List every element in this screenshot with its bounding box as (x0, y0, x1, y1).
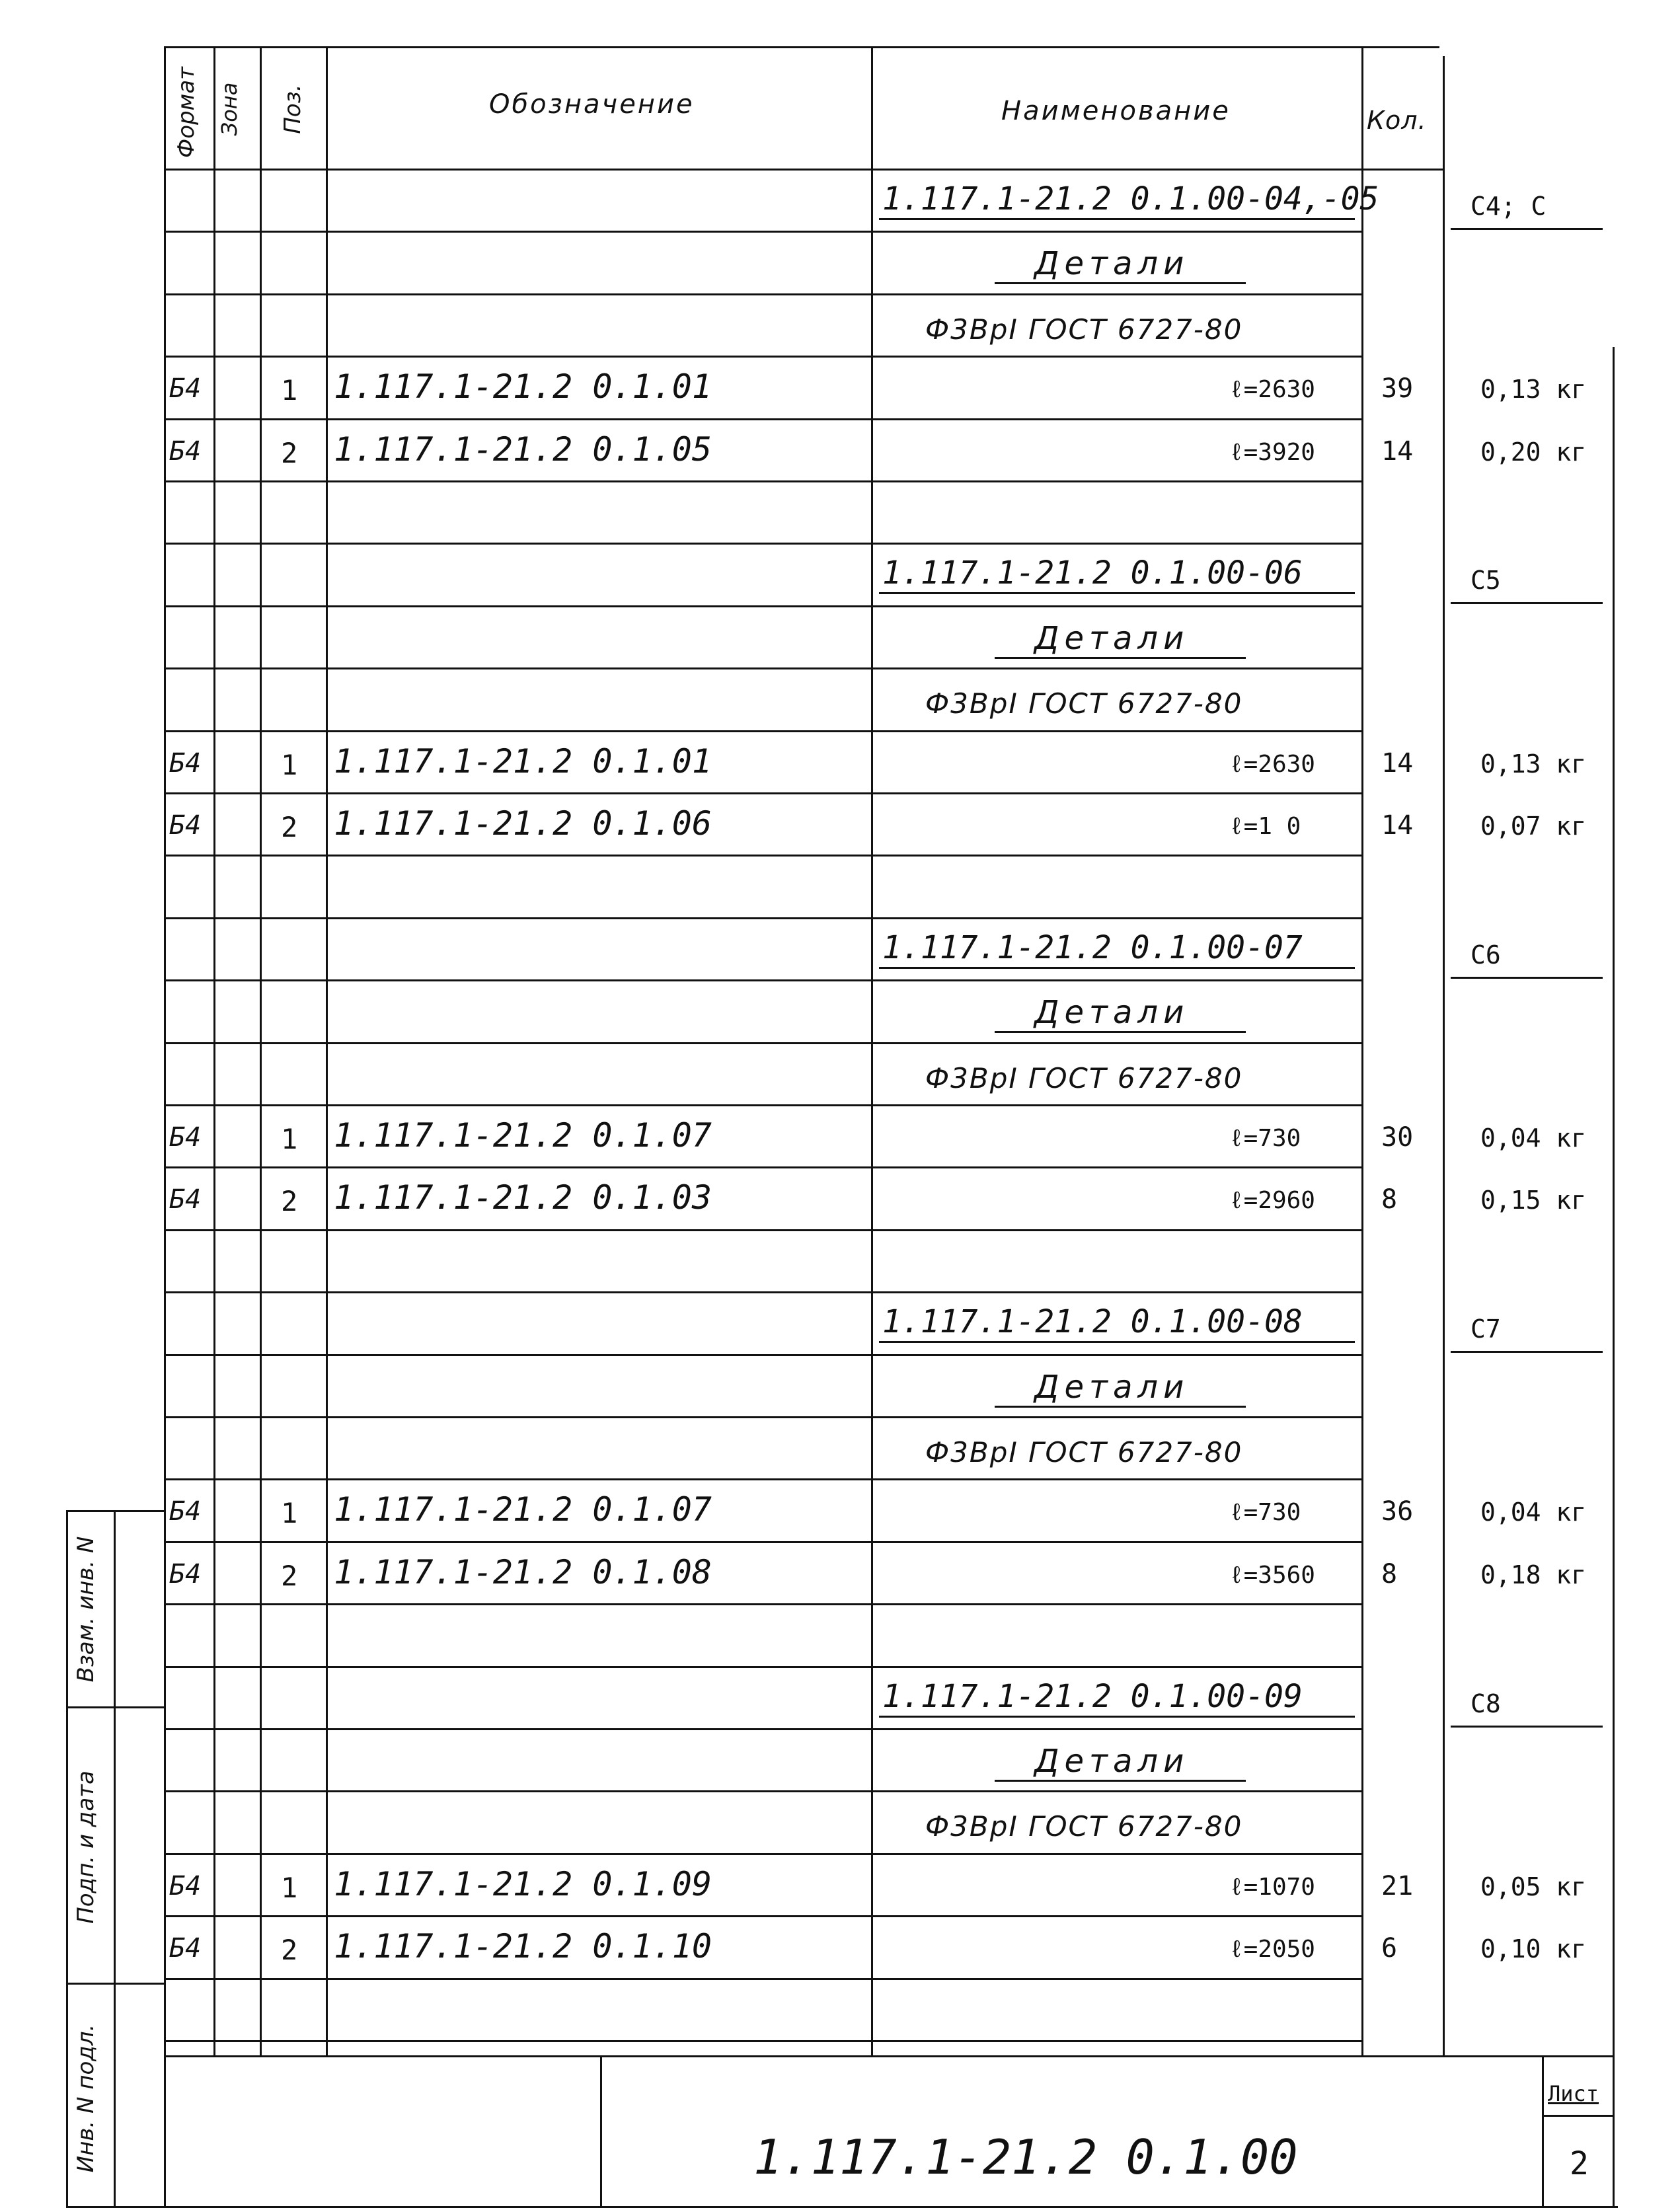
row-line (164, 1603, 1363, 1605)
item-format: Б4 (169, 1122, 202, 1153)
section-title-underline (879, 1341, 1355, 1343)
doc-code: 1.117.1-21.2 0.1.00 (753, 2129, 1298, 2185)
row-line (164, 1978, 1363, 1980)
item-position: 2 (281, 1560, 298, 1592)
item-designation: 1.117.1-21.2 0.1.01 (334, 367, 712, 406)
section-note: С5 (1470, 566, 1501, 595)
row-line (164, 418, 1363, 420)
details-heading: Детали (1034, 1743, 1190, 1780)
item-designation: 1.117.1-21.2 0.1.09 (334, 1865, 712, 1903)
row-line (164, 543, 1363, 545)
header-name: Наименование (1001, 96, 1231, 126)
item-designation: 1.117.1-21.2 0.1.08 (334, 1553, 712, 1591)
row-line (164, 480, 1363, 482)
item-format: Б4 (169, 1871, 202, 1901)
item-designation: 1.117.1-21.2 0.1.07 (334, 1116, 712, 1155)
row-line (164, 1354, 1363, 1356)
stamp-line-2 (66, 1983, 165, 1985)
item-mass: 0,15 кг (1480, 1186, 1587, 1215)
item-quantity: 8 (1381, 1184, 1398, 1215)
item-length: ℓ=730 (1229, 1499, 1301, 1526)
item-mass: 0,10 кг (1480, 1934, 1587, 1963)
row-line (164, 231, 1363, 233)
section-title: 1.117.1-21.2 0.1.00-08 (882, 1303, 1303, 1340)
item-mass: 0,13 кг (1480, 749, 1587, 779)
row-line (164, 979, 1363, 981)
item-quantity: 14 (1381, 748, 1414, 779)
row-line (164, 1104, 1363, 1106)
item-length: ℓ=3560 (1229, 1562, 1315, 1589)
row-line (164, 1541, 1363, 1543)
title-block-top (164, 2055, 1615, 2057)
row-line (164, 1790, 1363, 1792)
section-title-underline (879, 967, 1355, 969)
row-line (164, 855, 1363, 857)
row-line (164, 1728, 1363, 1730)
col-line-zone (260, 46, 262, 2055)
item-position: 1 (281, 749, 298, 781)
details-underline (995, 1780, 1246, 1782)
row-line (164, 605, 1363, 607)
row-line (164, 1229, 1363, 1231)
material-spec: Ф3ВрI ГОСТ 6727-80 (925, 1062, 1243, 1094)
row-line (164, 1915, 1363, 1917)
section-title: 1.117.1-21.2 0.1.00-04,-05 (882, 180, 1379, 217)
item-length: ℓ=2630 (1229, 376, 1315, 403)
item-quantity: 30 (1381, 1122, 1414, 1153)
col-line-qty (1443, 56, 1445, 2055)
details-heading: Детали (1034, 1369, 1190, 1406)
item-quantity: 39 (1381, 373, 1414, 404)
material-spec: Ф3ВрI ГОСТ 6727-80 (925, 1810, 1243, 1843)
row-line (164, 730, 1363, 732)
item-position: 2 (281, 1185, 298, 1217)
item-designation: 1.117.1-21.2 0.1.07 (334, 1490, 712, 1529)
item-length: ℓ=1 0 (1229, 813, 1301, 840)
details-underline (995, 1031, 1246, 1033)
item-length: ℓ=2960 (1229, 1187, 1315, 1214)
item-mass: 0,07 кг (1480, 812, 1587, 841)
sheet-label: Лист (1548, 2081, 1599, 2106)
details-underline (995, 657, 1246, 659)
item-quantity: 14 (1381, 436, 1414, 467)
item-format: Б4 (169, 1184, 202, 1215)
frame-right (1613, 347, 1615, 2207)
item-quantity: 36 (1381, 1496, 1414, 1527)
row-line (164, 1166, 1363, 1168)
details-heading: Детали (1034, 245, 1190, 282)
item-mass: 0,04 кг (1480, 1123, 1587, 1153)
item-position: 1 (281, 1497, 298, 1529)
item-length: ℓ=2050 (1229, 1936, 1315, 1963)
sheet-number: 2 (1570, 2145, 1589, 2182)
item-length: ℓ=3920 (1229, 439, 1315, 466)
item-mass: 0,04 кг (1480, 1498, 1587, 1527)
item-position: 2 (281, 437, 298, 469)
section-title-underline (879, 592, 1355, 594)
header-format: Формат (173, 67, 200, 158)
item-quantity: 8 (1381, 1559, 1398, 1589)
section-title: 1.117.1-21.2 0.1.00-07 (882, 929, 1303, 966)
item-mass: 0,13 кг (1480, 375, 1587, 404)
section-note: С7 (1470, 1314, 1501, 1344)
item-format: Б4 (169, 1496, 202, 1527)
item-designation: 1.117.1-21.2 0.1.01 (334, 742, 712, 780)
title-block-div-2 (1542, 2055, 1544, 2207)
row-line (164, 667, 1363, 669)
item-format: Б4 (169, 810, 202, 841)
section-title-underline (879, 218, 1355, 220)
title-block-div-1 (600, 2055, 602, 2207)
stamp-mid-line (114, 1510, 116, 2207)
section-note-underline (1451, 1351, 1603, 1353)
row-line (164, 293, 1363, 295)
header-pos: Поз. (280, 84, 306, 134)
details-underline (995, 282, 1246, 284)
item-designation: 1.117.1-21.2 0.1.10 (334, 1927, 712, 1965)
item-designation: 1.117.1-21.2 0.1.05 (334, 430, 712, 469)
row-line (164, 1291, 1363, 1293)
item-format: Б4 (169, 373, 202, 404)
row-line (164, 1416, 1363, 1418)
row-line (164, 1666, 1363, 1668)
item-mass: 0,18 кг (1480, 1560, 1587, 1589)
details-heading: Детали (1034, 994, 1190, 1031)
material-spec: Ф3ВрI ГОСТ 6727-80 (925, 687, 1243, 720)
section-note: С4; С (1470, 192, 1546, 221)
stamp-inv-replace: Взам. инв. N (73, 1536, 99, 1683)
material-spec: Ф3ВрI ГОСТ 6727-80 (925, 313, 1243, 346)
item-format: Б4 (169, 1933, 202, 1963)
row-line (164, 792, 1363, 794)
item-designation: 1.117.1-21.2 0.1.03 (334, 1178, 712, 1217)
item-position: 1 (281, 1123, 298, 1155)
header-qty: Кол. (1367, 106, 1427, 135)
material-spec: Ф3ВрI ГОСТ 6727-80 (925, 1436, 1243, 1468)
item-designation: 1.117.1-21.2 0.1.06 (334, 804, 712, 843)
header-zone: Зона (217, 82, 242, 136)
section-note: С6 (1470, 940, 1501, 970)
item-format: Б4 (169, 748, 202, 779)
col-line-name (1361, 46, 1363, 2055)
row-line (164, 1478, 1363, 1480)
title-block-sheet-line (1542, 2115, 1615, 2117)
item-position: 1 (281, 1872, 298, 1904)
section-title: 1.117.1-21.2 0.1.00-09 (882, 1678, 1303, 1715)
stamp-left-line (66, 1510, 68, 2207)
details-underline (995, 1406, 1246, 1408)
section-title-underline (879, 1716, 1355, 1718)
header-designation: Обозначение (489, 89, 695, 120)
item-length: ℓ=2630 (1229, 751, 1315, 778)
item-quantity: 21 (1381, 1871, 1414, 1901)
row-line (164, 1853, 1363, 1855)
item-position: 1 (281, 374, 298, 406)
row-line (164, 356, 1363, 358)
row-line (164, 917, 1363, 919)
row-line (164, 2040, 1363, 2042)
section-title: 1.117.1-21.2 0.1.00-06 (882, 554, 1303, 591)
item-position: 2 (281, 1934, 298, 1966)
item-mass: 0,20 кг (1480, 438, 1587, 467)
header-bottom-line (164, 169, 1443, 171)
section-note-underline (1451, 602, 1603, 604)
col-line-designation (871, 46, 873, 2055)
section-note-underline (1451, 977, 1603, 979)
stamp-sign-date: Подп. и дата (73, 1770, 99, 1924)
details-heading: Детали (1034, 620, 1190, 657)
col-line-format (213, 46, 215, 2055)
item-position: 2 (281, 811, 298, 843)
item-length: ℓ=1070 (1229, 1874, 1315, 1901)
col-line-pos (326, 46, 328, 2055)
section-note: С8 (1470, 1689, 1501, 1718)
frame-top (164, 46, 1439, 48)
section-note-underline (1451, 228, 1603, 230)
item-format: Б4 (169, 1559, 202, 1589)
stamp-inv-original: Инв. N подл. (73, 2024, 99, 2173)
item-quantity: 6 (1381, 1933, 1398, 1963)
row-line (164, 1042, 1363, 1044)
item-mass: 0,05 кг (1480, 1872, 1587, 1901)
item-quantity: 14 (1381, 810, 1414, 841)
section-note-underline (1451, 1726, 1603, 1728)
item-format: Б4 (169, 436, 202, 467)
frame-left (164, 46, 166, 2207)
item-length: ℓ=730 (1229, 1125, 1301, 1152)
